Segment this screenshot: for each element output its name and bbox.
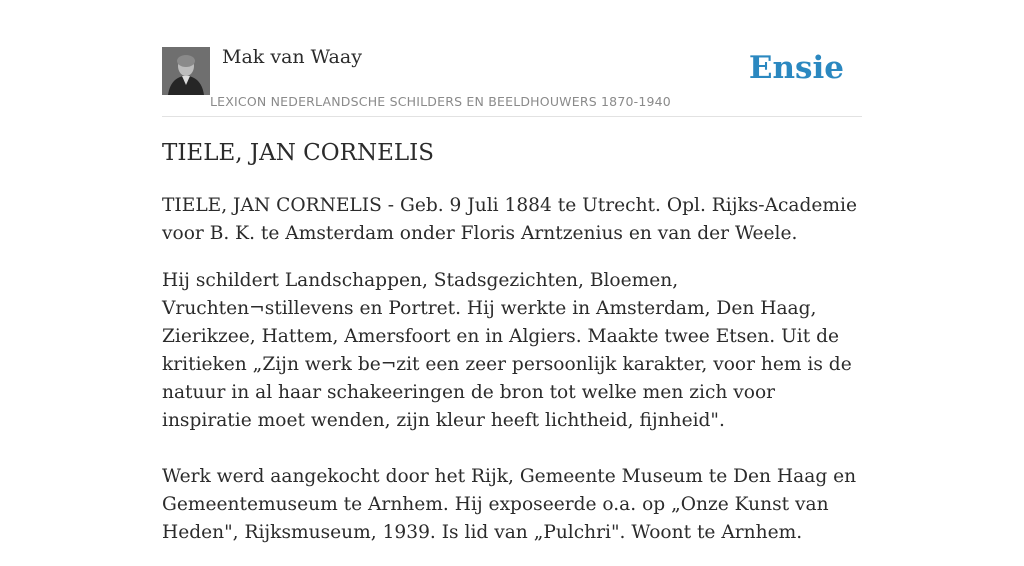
article-paragraph: Hij schildert Landschappen, Stadsgezichten, Bloemen, Vruchten¬stillevens en Portret. Hij werkte in Amsterdam, Den Haag, Zierikzee, Hattem, Amersfoort en in Algiers. Maakte twee Etsen. Uit de kritieken „Zijn werk be¬zit een zeer persoonlijk karakter, voor hem is de natuur in al haar schakeeringen de bron tot welke men zich voor inspiratie moet wenden, zijn kleur heeft lichtheid, fijnheid". [162, 270, 852, 431]
author-name[interactable]: Mak van Waay [222, 46, 362, 68]
article-body [162, 192, 862, 566]
article-title: TIELE, JAN CORNELIS [162, 140, 434, 166]
brand-logo[interactable]: Ensie [748, 50, 844, 86]
author-portrait-icon [162, 47, 210, 95]
author-avatar[interactable] [162, 47, 210, 95]
article-paragraph: Werk werd aangekocht door het Rijk, Gemeente Museum te Den Haag en Gemeentemuseum te Arnhem. Hij exposeerde o.a. op „Onze Kunst van Heden", Rijksmuseum, 1939. Is lid van „Pulchri". Woont te Arnhem. [162, 466, 857, 543]
header [162, 44, 862, 117]
article-paragraph: TIELE, JAN CORNELIS - Geb. 9 Juli 1884 te Utrecht. Opl. Rijks-Academie voor B. K. te Amsterdam onder Floris Arntzenius en van der Weele. [162, 195, 857, 244]
source-subtitle[interactable]: LEXICON NEDERLANDSCHE SCHILDERS EN BEELDHOUWERS 1870-1940 [210, 94, 671, 109]
